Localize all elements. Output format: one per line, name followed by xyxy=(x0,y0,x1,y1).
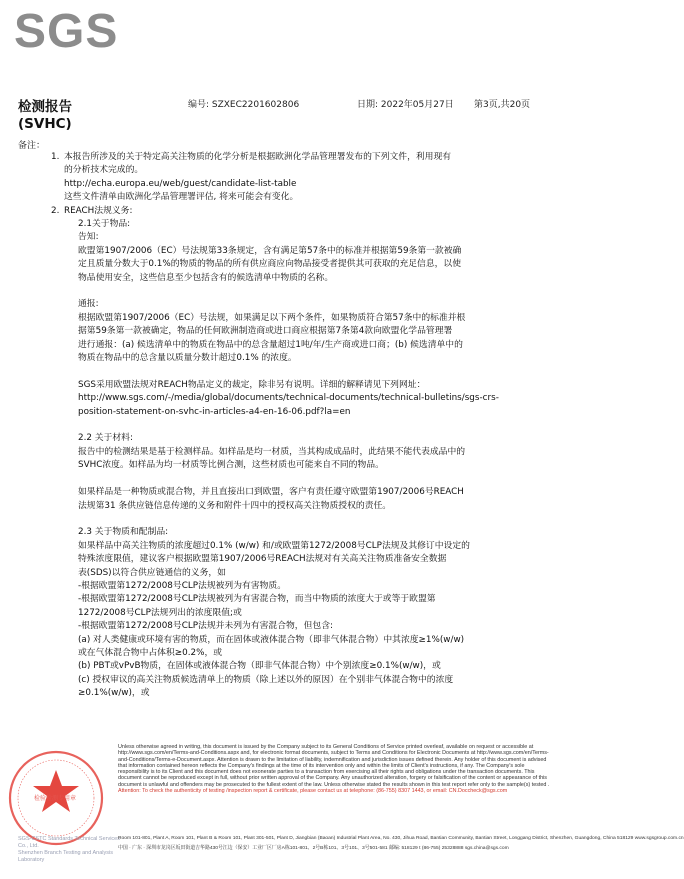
company-name xyxy=(18,836,128,864)
text-line: 如果样品中高关注物质的浓度超过0.1% (w/w) 和/或欧盟第1272/2008号CLP法规及其修订中设定的 xyxy=(78,540,470,551)
remarks-body xyxy=(51,151,548,701)
sub-label: 通报: xyxy=(78,299,99,310)
text-line: (a) 对人类健康或环境有害的物质，而在固体或液体混合物（即非气体混合物）中其浓度≥1%(w/w) xyxy=(78,634,465,645)
sgs-position-link[interactable]: http://www.sgs.com/-/media/global/documents/technical-documents/technical-bulletins/sgs-crs- xyxy=(78,393,499,404)
text-line: 据第59条第一款被确定，物品的任何欧洲制造商或进口商应根据第7条第4款向欧盟化学品管理署 xyxy=(78,326,453,337)
company-line: Shenzhen Branch Testing and Analysis Laboratory xyxy=(18,850,113,863)
section-title: 2.2 关于材料: xyxy=(78,433,133,444)
text-line: 本报告所涉及的关于特定高关注物质的化学分析是根据欧洲化学品管理署发布的下列文件，利用现有 xyxy=(64,152,452,162)
text-line: 报告中的检测结果是基于检测样品。如样品是均一材质，当其构成成品时，此结果不能代表成品中的 xyxy=(78,446,466,457)
text-line: (c) 授权审议的高关注物质候选清单上的物质（除上述以外的原因）在个别非气体混合物中的浓度 xyxy=(78,674,454,685)
company-line: SGS-CSTC Standards Technical Services Co., Ltd. xyxy=(18,836,120,849)
section-2-content xyxy=(64,218,548,701)
text-line: -根据欧盟第1272/2008号CLP法规被列为有害混合物，而当中物质的浓度大于或等于欧盟第 xyxy=(78,594,436,605)
spacer xyxy=(78,513,548,526)
text-line: 进行通报：(a) 候选清单中的物质在物品中的总含量超过1吨/年/生产商或进口商；(b) 候选清单中的 xyxy=(78,339,463,350)
sub-label: 告知: xyxy=(78,232,99,243)
note-1-number: 1. xyxy=(51,152,60,162)
report-date: 日期: 2022年05月27日 xyxy=(357,100,454,110)
text-line: SVHC浓度。如样品为均一材质等比例合测，这些材质也可能来自不同的物品。 xyxy=(78,460,384,471)
text-line: -根据欧盟第1272/2008号CLP法规被列为有害物质。 xyxy=(78,580,287,591)
seal-label: 检验检测专用章 xyxy=(33,795,76,802)
section-title: REACH法规义务: xyxy=(64,205,133,216)
text-line: 如果样品是一种物质或混合物，并且直接出口到欧盟，客户有责任遵守欧盟第1907/2006号REACH xyxy=(78,487,464,498)
address-block xyxy=(118,834,684,854)
text-line: 这些文件清单由欧洲化学品管理署评估, 将来可能会有变化。 xyxy=(64,192,299,203)
text-line: 的分析技术完成的。 xyxy=(64,165,144,176)
sgs-logo: SGS xyxy=(14,5,119,58)
disclaimer xyxy=(118,744,556,794)
report-subtitle: (SVHC) xyxy=(18,116,72,132)
report-title: 检测报告 xyxy=(18,99,72,115)
text-line: 法规第31 条供应链信息传递的义务和附件十四中的授权高关注物质授权的责任。 xyxy=(78,500,392,511)
spacer xyxy=(78,419,548,432)
text-line: SGS采用欧盟法规对REACH物品定义的裁定，除非另有说明。详细的解释请见下列网址： xyxy=(78,379,426,390)
note-2 xyxy=(51,205,548,218)
section-title: 2.3 关于物质和配制品: xyxy=(78,527,169,538)
remarks-label: 备注： xyxy=(18,141,46,151)
section-title: 2.1关于物品: xyxy=(78,219,131,230)
page-number: 第3页,共20页 xyxy=(474,100,531,110)
spacer xyxy=(78,365,548,378)
note-1 xyxy=(51,151,548,205)
spacer xyxy=(78,285,548,298)
report-number: 编号: SZXEC2201602806 xyxy=(188,100,300,110)
text-line: 表(SDS)以符合供应链通信的义务，如 xyxy=(78,567,226,578)
text-line: 物质在物品中的总含量以质量分数计超过0.1% 的浓度。 xyxy=(78,353,297,364)
text-line: 物品使用安全，这些信息至少包括含有的候选清单中物质的名称。 xyxy=(78,272,334,283)
address-en: Room 101-801, Plant A, Room 101, Plant B & Room 101, Plant 301-501, Plant D, Jiangbian (Baoan) Industrial Plant Area, No. 430, Jihua Road, Bantian Community, Bantian Street, Longgang District, Shenzhen, Guangdong, China 518129 www.sgsgroup.com.cn xyxy=(118,836,684,841)
text-line: 或在气体混合物中占体积≥0.2%，或 xyxy=(78,647,223,658)
sgs-position-link-cont[interactable]: position-statement-on-svhc-in-articles-a4-en-16-06.pdf?la=en xyxy=(78,406,351,417)
note-2-number: 2. xyxy=(51,205,60,216)
text-line: 根据欧盟第1907/2006（EC）号法规，如果满足以下两个条件，如果物质符合第57条中的标准并根 xyxy=(78,312,466,323)
footer xyxy=(0,740,684,879)
disclaimer-text: Unless otherwise agreed in writing, this document is issued by the Company subject to its General Conditions of Service printed overleaf, available on request or accessible at http://www.sgs.com/en/Terms-and-Conditions.aspx and, for electronic format documents, subject to Terms and Conditions for Electronic Documents at http://www.sgs.com/en/Terms-and-Conditions/Terms-e-Document.aspx. Attention is drawn to the limitation of liability, indemnification and jurisdiction issues defined therein. Any holder of this document is advised that information contained hereon reflects the Company's findings at the time of its intervention only and within the limits of Client's instructions, if any. The Company's sole responsibility is to its Client and this document does not exonerate parties to a transaction from exercising all their rights and obligations under the transaction documents. This document cannot be reproduced except in full, without prior written approval of the Company. Any unauthorized alteration, forgery or falsification of the content or appearance of this document is unlawful and offenders may be prosecuted to the fullest extent of the law. Unless otherwise stated the results shown in this test report refer only to the sample(s) tested . xyxy=(118,744,550,788)
address-cn: 中国 · 广东 · 深圳市龙岗区坂田街道吉华路430号江边（保安）工业厂区厂房A栋101-801、2号B栋101、3号101、3号501-581 邮编: 518129 t (86-755) 25328888 sgs.china@sgs.com xyxy=(118,846,509,851)
spacer xyxy=(78,473,548,486)
text-line: 1272/2008号CLP法规列出的浓度限值;或 xyxy=(78,607,242,618)
text-line: 特殊浓度限值，建议客户根据欧盟第1907/2006号REACH法规对有关高关注物质准备安全数据 xyxy=(78,554,447,565)
attention-text: Attention: To check the authenticity of testing /inspection report & certificate, please contact us at telephone: (86-755) 8307 1443, or email: CN.Doccheck@sgs.com xyxy=(118,788,508,795)
echa-link[interactable]: http://echa.europa.eu/web/guest/candidate-list-table xyxy=(64,178,297,189)
text-line: 定且质量分数大于0.1%的物质的物品的所有供应商应向物品接受者提供其可获取的充足信息，以使 xyxy=(78,259,462,270)
text-line: ≥0.1%(w/w)，或 xyxy=(78,688,150,699)
text-line: (b) PBT或vPvB物质，在固体或液体混合物（即非气体混合物）中个别浓度≥0.1%(w/w)，或 xyxy=(78,661,441,672)
text-line: -根据欧盟第1272/2008号CLP法规并未列为有害混合物，但包含: xyxy=(78,621,333,632)
text-line: 欧盟第1907/2006（EC）号法规第33条规定，含有满足第57条中的标准并根据第59条第一款被确 xyxy=(78,245,462,256)
